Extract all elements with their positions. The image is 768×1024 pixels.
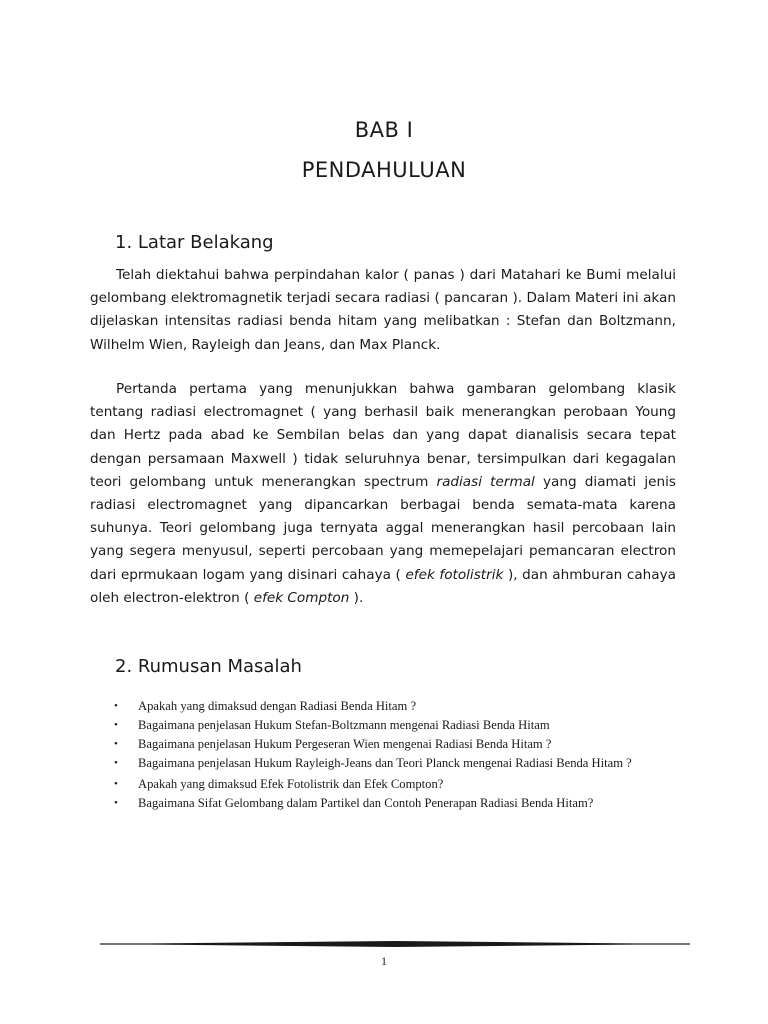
term-radiasi-termal: radiasi termal <box>436 473 535 490</box>
paragraph-2-part-3: ), dan ahmburan cahaya oleh electron-elektron ( <box>90 566 676 606</box>
list-item <box>110 697 677 716</box>
bullet-icon: • <box>114 719 118 731</box>
paragraph-2-text <box>90 378 676 610</box>
paragraph-2 <box>90 378 676 610</box>
paragraph-1-text: Telah diektahui bahwa perpindahan kalor ( panas ) dari Matahari ke Bumi melalui gelombang elektromagnetik terjadi secara radiasi ( pancaran ). Dalam Materi ini akan dijelaskan intensitas radiasi benda hitam yang melibatkan : Stefan dan Boltzmann, Wilhelm Wien, Rayleigh dan Jeans, dan Max Planck. <box>90 267 676 353</box>
list-item <box>110 752 677 775</box>
bullet-icon: • <box>114 757 118 769</box>
bullet-icon: • <box>114 738 118 750</box>
footer-divider <box>100 938 690 950</box>
section-heading-rumusan-masalah: 2. Rumusan Masalah <box>115 656 302 677</box>
term-efek-fotolistrik: efek fotolistrik <box>405 566 504 583</box>
paragraph-2-part-2: yang diamati jenis radiasi electromagnet yang dipancarkan berbagai benda semata-mata karena suhunya. Teori gelombang juga ternyata aggal menerangkan hasil percobaan lain yang segera menyusul, seperti percobaan yang memepelajari pemancaran electron dari eprmukaan logam yang disinari cahaya ( <box>90 473 676 583</box>
paragraph-2-part-4: ). <box>349 589 364 606</box>
list-item <box>110 716 677 735</box>
bullet-icon: • <box>114 778 118 790</box>
list-item-text: Bagaimana penjelasan Hukum Rayleigh-Jeans dan Teori Planck mengenai Radiasi Benda Hitam ? <box>138 756 632 770</box>
chapter-title: PENDAHULUAN <box>301 158 467 182</box>
bullet-icon: • <box>114 700 118 712</box>
chapter-label: BAB I <box>354 118 414 142</box>
section-heading-latar-belakang: 1. Latar Belakang <box>115 232 274 253</box>
page-number: 1 <box>381 954 387 968</box>
list-item <box>110 792 677 815</box>
bullet-icon: • <box>114 797 118 809</box>
list-item-text: Bagaimana Sifat Gelombang dalam Partikel dan Contoh Penerapan Radiasi Benda Hitam? <box>138 796 594 810</box>
paragraph-2-part-1: Pertanda pertama yang menunjukkan bahwa gambaran gelombang klasik tentang radiasi electromagnet ( yang berhasil baik menerangkan perobaan Young dan Hertz pada abad ke Sembilan belas dan yang dapat dianalisis secara tepat dengan persamaan Maxwell ) tidak seluruhnya benar, tersimpulkan dari kegagalan teori gelombang untuk menerangkan spectrum <box>90 381 676 490</box>
list-item-text: Bagaimana penjelasan Hukum Pergeseran Wien mengenai Radiasi Benda Hitam ? <box>138 737 552 751</box>
list-item-text: Apakah yang dimaksud dengan Radiasi Benda Hitam ? <box>138 699 417 713</box>
list-item-text: Apakah yang dimaksud Efek Fotolistrik dan Efek Compton? <box>138 777 444 791</box>
paragraph-1 <box>90 264 676 357</box>
list-item-text: Bagaimana penjelasan Hukum Stefan-Boltzmann mengenai Radiasi Benda Hitam <box>138 718 550 732</box>
problem-list <box>110 697 677 815</box>
term-efek-compton: efek Compton <box>253 589 350 606</box>
